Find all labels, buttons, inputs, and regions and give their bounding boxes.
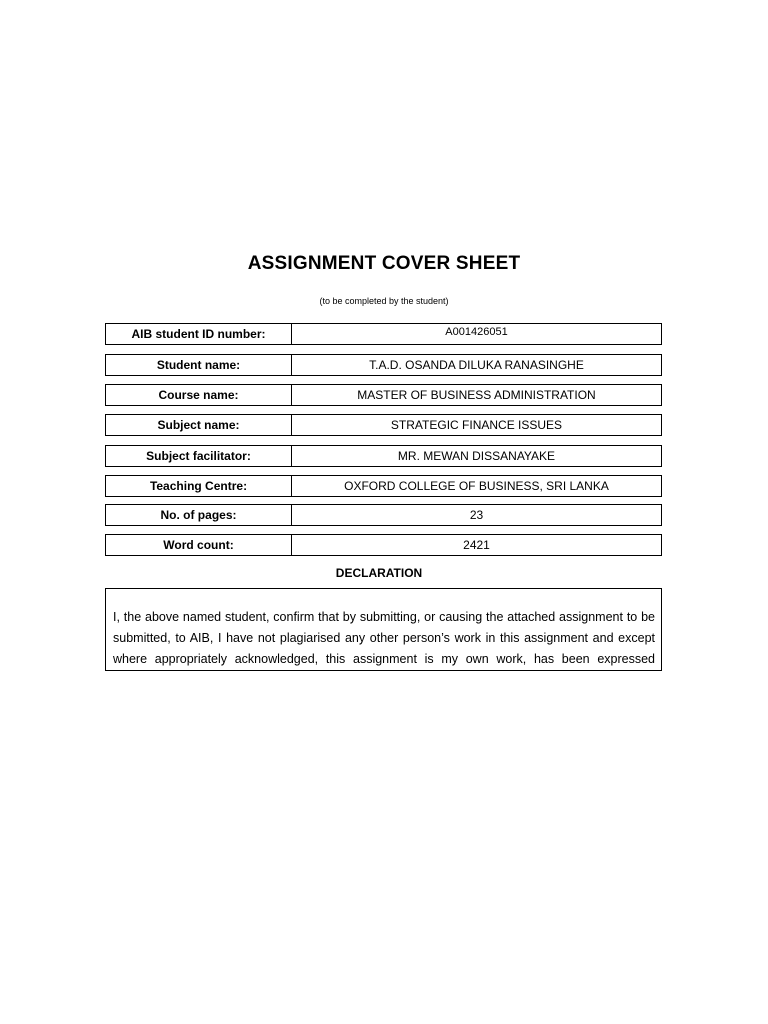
declaration-text: I, the above named student, confirm that by submitting, or causing the attached assignment to be submitted, to AIB, I have not plagiarised any other person’s work in this assignment and except where appropriately acknowledged, this assignment is my own work, has been expressed	[113, 610, 655, 666]
field-value: MASTER OF BUSINESS ADMINISTRATION	[357, 388, 596, 402]
field-row-subject-name	[105, 414, 662, 436]
field-label: Course name:	[106, 385, 292, 405]
page-subtitle: (to be completed by the student)	[319, 296, 449, 306]
field-value: STRATEGIC FINANCE ISSUES	[390, 418, 563, 432]
field-label: Subject facilitator:	[106, 446, 292, 466]
field-row-student-id	[105, 323, 662, 345]
field-row-word-count	[105, 534, 662, 556]
field-row-student-name	[105, 354, 662, 376]
field-row-page-count	[105, 504, 662, 526]
field-row-subject-facilitator	[105, 445, 662, 467]
field-row-course-name	[105, 384, 662, 406]
field-label: No. of pages:	[106, 505, 292, 525]
field-value: 2421	[463, 538, 490, 552]
page-title: ASSIGNMENT COVER SHEET	[247, 253, 521, 274]
declaration-box	[105, 588, 662, 671]
field-value: A001426051	[445, 326, 508, 338]
field-value: MR. MEWAN DISSANAYAKE	[397, 449, 556, 463]
field-label: Subject name:	[106, 415, 292, 435]
field-value: OXFORD COLLEGE OF BUSINESS, SRI LANKA	[344, 479, 609, 493]
field-value: T.A.D. OSANDA DILUKA RANASINGHE	[369, 358, 584, 372]
field-value: 23	[469, 508, 484, 522]
field-row-teaching-centre	[105, 475, 662, 497]
field-label: Student name:	[106, 355, 292, 375]
declaration-heading: DECLARATION	[335, 566, 423, 580]
field-label: Word count:	[106, 535, 292, 555]
field-label: AIB student ID number:	[106, 324, 292, 344]
field-label: Teaching Centre:	[106, 476, 292, 496]
